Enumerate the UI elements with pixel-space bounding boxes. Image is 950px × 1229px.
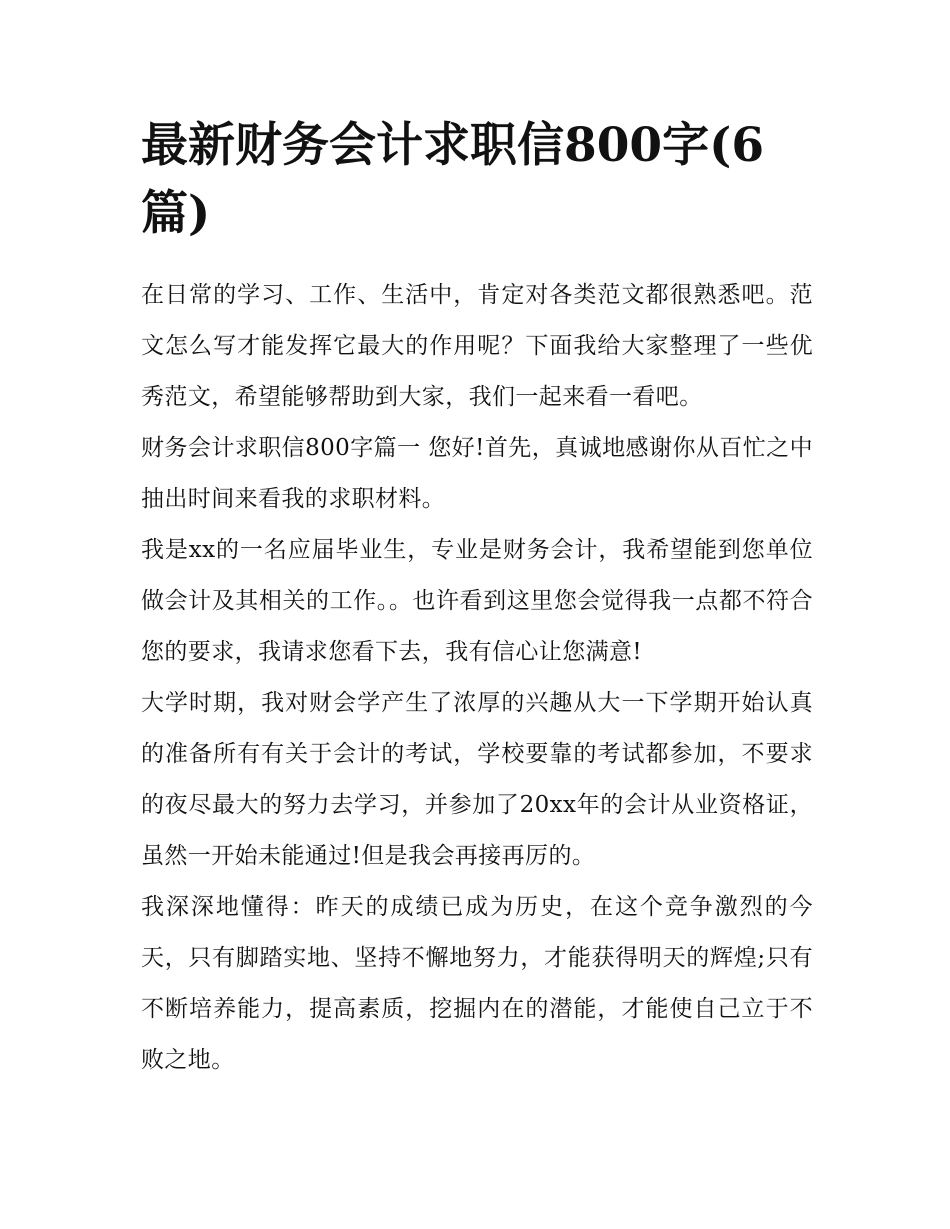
paragraph-conclusion: 我深深地懂得：昨天的成绩已成为历史，在这个竞争激烈的今天，只有脚踏实地、坚持不懈地努力，才能获得明天的辉煌;只有不断培养能力，提高素质，挖掘内在的潜能，才能使自己立于不败之地。: [141, 894, 813, 1073]
document-title: 最新财务会计求职信800字(6篇): [141, 118, 765, 241]
paragraph-intro: 在日常的学习、工作、生活中，肯定对各类范文都很熟悉吧。范文怎么写才能发挥它最大的作用呢？下面我给大家整理了一些优秀范文，希望能够帮助到大家，我们一起来看一看吧。: [141, 282, 813, 410]
paragraph-university: 大学时期，我对财会学产生了浓厚的兴趣从大一下学期开始认真的准备所有有关于会计的考试，学校要靠的考试都参加，不要求的夜尽最大的努力去学习，并参加了20xx年的会计从业资格证，虽然一开始未能通过!但是我会再接再厉的。: [141, 690, 813, 869]
document-body: [141, 112, 813, 1086]
paragraph-greeting: 财务会计求职信800字篇一 您好!首先，真诚地感谢你从百忙之中抽出时间来看我的求职材料。: [141, 435, 813, 512]
paragraph-background: 我是xx的一名应届毕业生，专业是财务会计，我希望能到您单位做会计及其相关的工作。。也许看到这里您会觉得我一点都不符合您的要求，我请求您看下去，我有信心让您满意!: [141, 537, 813, 665]
